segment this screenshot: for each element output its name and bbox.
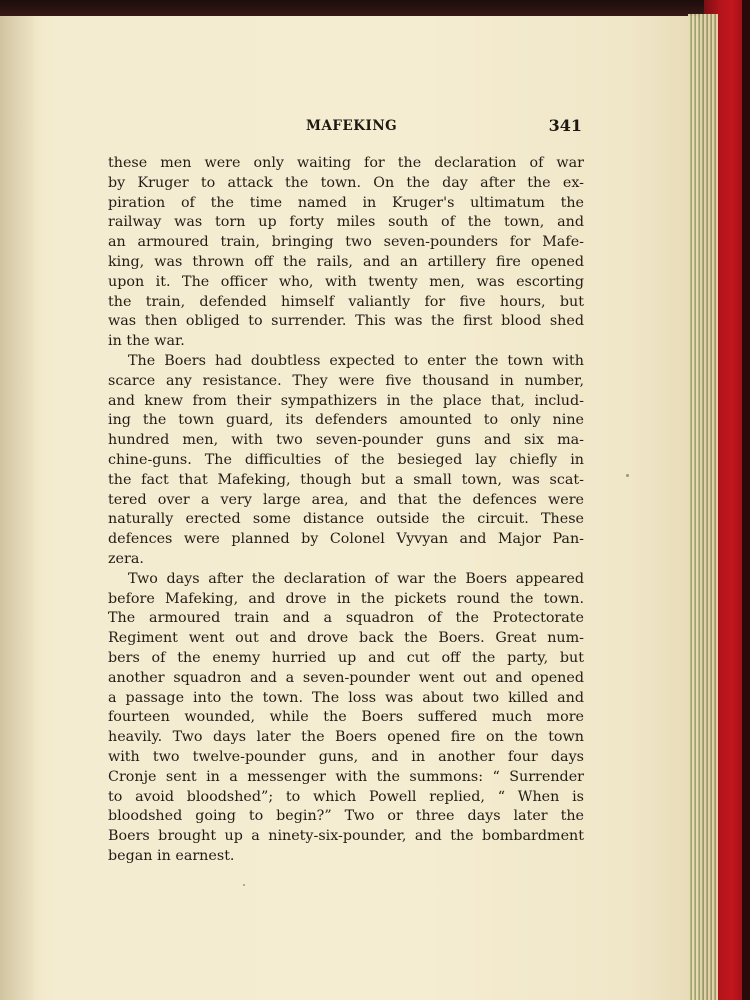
- page-number: 341: [548, 116, 582, 135]
- text-line: railway was torn up forty miles south of the town, and: [108, 214, 584, 231]
- text-line: chine-guns. The difficulties of the besieged lay chiefly in: [108, 451, 584, 468]
- text-line: by Kruger to attack the town. On the day after the ex-: [108, 174, 584, 191]
- text-line: The Boers had doubtless expected to enter the town with: [128, 352, 584, 369]
- text-line: bers of the enemy hurried up and cut off the party, but: [108, 649, 584, 666]
- text-line: defences were planned by Colonel Vyvyan and Major Pan-: [108, 531, 584, 548]
- text-line: ing the town guard, its defenders amounted to only nine: [108, 412, 584, 429]
- text-line: these men were only waiting for the declaration of war: [108, 155, 584, 171]
- text-line: a passage into the town. The loss was about two killed and: [108, 689, 584, 706]
- paper-speck: [626, 474, 629, 477]
- body-text: [108, 154, 584, 867]
- text-line: zera.: [108, 550, 144, 567]
- text-line: the train, defended himself valiantly for five hours, but: [108, 293, 584, 310]
- text-line: fourteen wounded, while the Boers suffered much more: [108, 709, 584, 726]
- text-line: with two twelve-pounder guns, and in another four days: [108, 748, 584, 765]
- page-edges: [688, 14, 718, 1000]
- page-header: [108, 116, 584, 140]
- text-line: Two days after the declaration of war the Boers appeared: [128, 570, 584, 587]
- running-head: MAFEKING: [306, 118, 398, 134]
- text-line: in the war.: [108, 333, 185, 350]
- text-line: an armoured train, bringing two seven-pounders for Mafe-: [108, 234, 584, 251]
- text-line: before Mafeking, and drove in the pickets round the town.: [108, 590, 584, 607]
- text-line: bloodshed going to begin?” Two or three days later the: [108, 808, 584, 825]
- text-line: piration of the time named in Kruger's ultimatum the: [108, 194, 584, 211]
- text-line: the fact that Mafeking, though but a small town, was scat-: [108, 471, 584, 488]
- text-line: another squadron and a seven-pounder went out and opened: [108, 669, 584, 686]
- text-line: upon it. The officer who, with twenty men, was escorting: [108, 273, 584, 290]
- gutter-shade: [0, 16, 40, 1000]
- text-line: Cronje sent in a messenger with the summons: “ Surrender: [108, 768, 584, 785]
- text-line: tered over a very large area, and that the defences were: [108, 491, 584, 508]
- text-line: The armoured train and a squadron of the Protectorate: [108, 610, 584, 627]
- text-line: was then obliged to surrender. This was the first blood shed: [108, 313, 584, 330]
- text-line: Regiment went out and drove back the Boers. Great num-: [108, 630, 584, 647]
- text-line: hundred men, with two seven-pounder guns and six ma-: [108, 432, 584, 449]
- paper-speck: [243, 884, 245, 886]
- cover-outer-edge: [742, 0, 750, 1000]
- text-line: king, was thrown off the rails, and an artillery fire opened: [108, 253, 584, 270]
- text-line: heavily. Two days later the Boers opened fire on the town: [108, 729, 584, 746]
- text-line: to avoid bloodshed”; to which Powell replied, “ When is: [108, 788, 584, 805]
- text-line: Boers brought up a ninety-six-pounder, and the bombardment: [108, 828, 584, 845]
- text-line: and knew from their sympathizers in the place that, includ-: [108, 392, 584, 409]
- text-line: naturally erected some distance outside the circuit. These: [108, 511, 584, 528]
- text-line: began in earnest.: [108, 847, 235, 864]
- text-line: scarce any resistance. They were five thousand in number,: [108, 372, 584, 389]
